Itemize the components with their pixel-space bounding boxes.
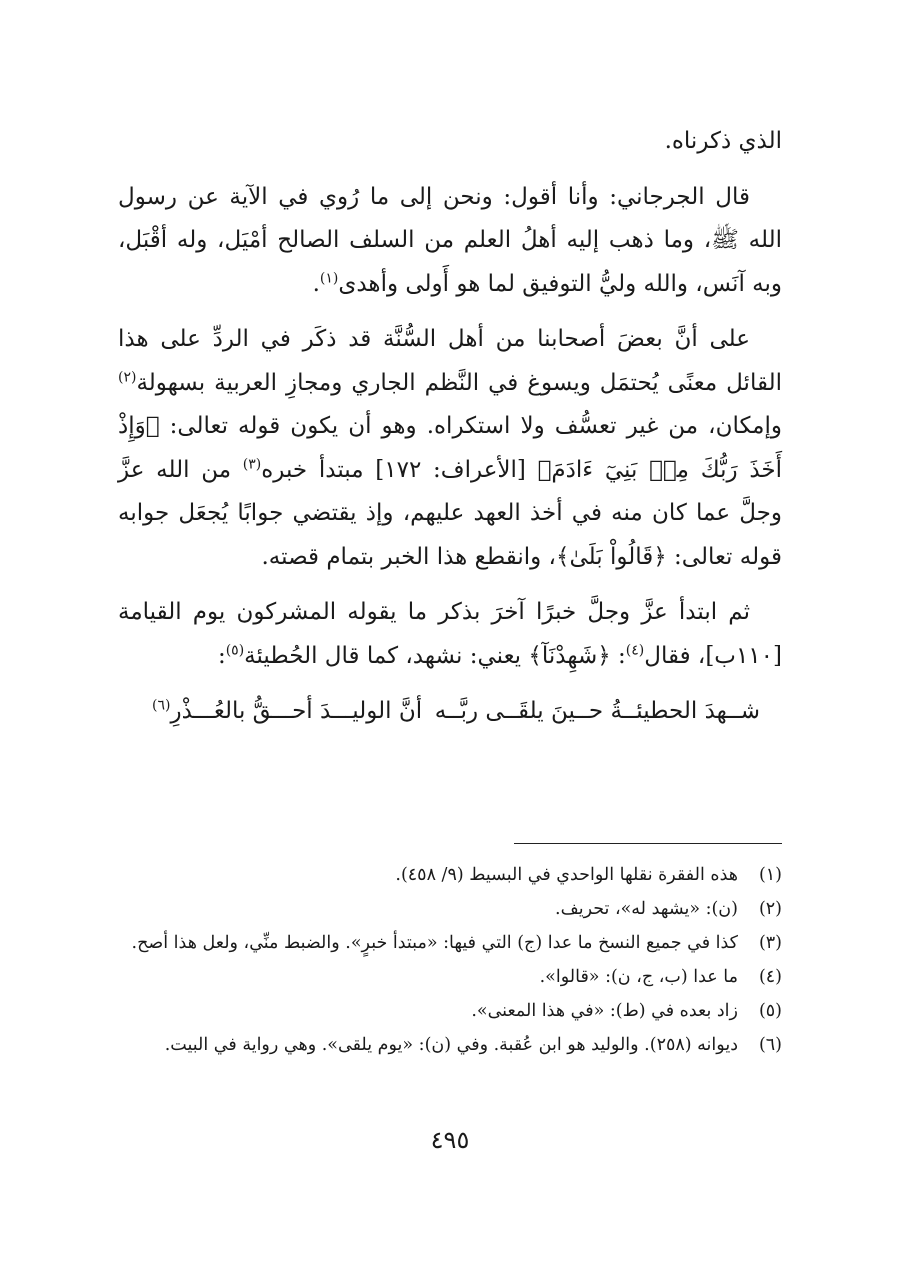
footnote-ref-2: (٢) — [118, 368, 137, 385]
footnote-separator — [514, 843, 782, 844]
footnote-text: ديوانه (٢٥٨). والوليد هو ابن عُقبة. وفي (ن): «يوم يلقى». وهي رواية في البيت. — [164, 1035, 738, 1055]
footnote-number: (٦) — [758, 1035, 782, 1055]
footnote-item — [118, 926, 782, 960]
paragraph-1-end: . — [312, 270, 320, 297]
paragraph-2-text-a: على أنَّ بعضَ أصحابنا من أهل السُّنَّة قد ذكَر في الردِّ على هذا القائل معنًى يُحتمَل ويسوغ في النَّظم الجاري ومجازِ العربية بسهولة — [118, 326, 782, 396]
paragraph-3-text-c: يعني: نشهد، كما قال الحُطيئة — [244, 642, 529, 669]
footnote-number: (٤) — [758, 967, 782, 987]
paragraph-2-text-c: مبتدأ خبره — [261, 456, 364, 483]
footnote-item — [118, 892, 782, 926]
paragraph-2 — [118, 318, 782, 579]
verse-second-hemistich-wrap — [152, 690, 422, 734]
main-text — [118, 120, 782, 734]
footnote-text: (ن): «يشهد له»، تحريف. — [555, 899, 738, 919]
quran-quote-1: ﴿وَإِذْ أَخَذَ رَبُّكَ مِنۢ بَنِيٓ ءَادَمَ﴾ — [118, 413, 783, 483]
paragraph-0 — [118, 120, 782, 164]
paragraph-1 — [118, 176, 782, 307]
page-number: ٤٩٥ — [430, 1126, 470, 1154]
footnote-item — [118, 960, 782, 994]
footnote-item — [118, 994, 782, 1028]
verse-first-hemistich: شــهدَ الحطيئــةُ حــينَ يلقَــى ربَّــه — [434, 698, 760, 724]
footnote-text: زاد بعده في (ط): «في هذا المعنى». — [471, 1001, 738, 1021]
paragraph-3-text-d: : — [217, 642, 226, 669]
footnote-text: ما عدا (ب، ج، ن): «قالوا». — [539, 967, 738, 987]
footnote-number: (٥) — [758, 1001, 782, 1021]
paragraph-3 — [118, 591, 782, 678]
paragraph-3-text-b: : — [610, 642, 626, 669]
footnote-item — [118, 858, 782, 892]
paragraph-2-text-e: ، وانقطع هذا الخبر بتمام قصته. — [261, 543, 556, 570]
paragraph-0-text: الذي ذكرناه. — [664, 128, 782, 154]
footnote-number: (٣) — [758, 933, 782, 953]
verse-second-hemistich: أنَّ الوليـــدَ أحـــقُّ بالعُـــذْرِ — [170, 698, 423, 724]
footnote-number: (٢) — [758, 899, 782, 919]
footnote-ref-3: (٣) — [242, 455, 262, 472]
quran-quote-2: ﴿قَالُواْ بَلَىٰ﴾ — [555, 543, 667, 570]
quran-quote-3: ﴿شَهِدْنَآ﴾ — [528, 642, 611, 669]
footnotes — [118, 858, 782, 1062]
paragraph-1-text: قال الجرجاني: وأنا أقول: ونحن إلى ما رُوي في الآية عن رسول الله ﷺ، وما ذهب إليه أهلُ العلم من السلف الصالح أمْيَل، وله أقْبَل، وبه آنَس، والله وليُّ التوفيق لما هو أَولى وأهدى — [118, 183, 782, 297]
footnote-ref-6: (٦) — [152, 697, 171, 714]
poetry-verse — [118, 690, 782, 734]
footnote-number: (١) — [758, 865, 782, 885]
paragraph-3-text-a: ثم ابتدأ عزَّ وجلَّ خبرًا آخرَ بذكر ما يقوله المشركون يوم القيامة [١١٠ب]، فقال — [118, 599, 782, 669]
footnote-ref-4: (٤) — [625, 641, 645, 658]
footnote-text: هذه الفقرة نقلها الواحدي في البسيط (٩/ ٤٥٨). — [395, 865, 738, 885]
footnote-ref-5: (٥) — [225, 641, 245, 658]
footnote-ref-1: (١) — [319, 269, 339, 286]
quran-reference: [الأعراف: ١٧٢] — [363, 456, 538, 483]
footnote-item — [118, 1028, 782, 1062]
paragraph-2-text-b: وإمكان، من غير تعسُّف ولا استكراه. وهو أن يكون قوله تعالى: — [159, 413, 782, 439]
paragraph-2-text-d: من الله عزَّ وجلَّ عما كان منه في أخذ العهد عليهم، وإذ يقتضي جوابًا يُجعَل جوابه قوله تعالى: — [118, 456, 782, 570]
footnote-text: كذا في جميع النسخ ما عدا (ج) التي فيها: «مبتدأ خبرٍ». والضبط منِّي، ولعل هذا أصح. — [131, 933, 738, 953]
